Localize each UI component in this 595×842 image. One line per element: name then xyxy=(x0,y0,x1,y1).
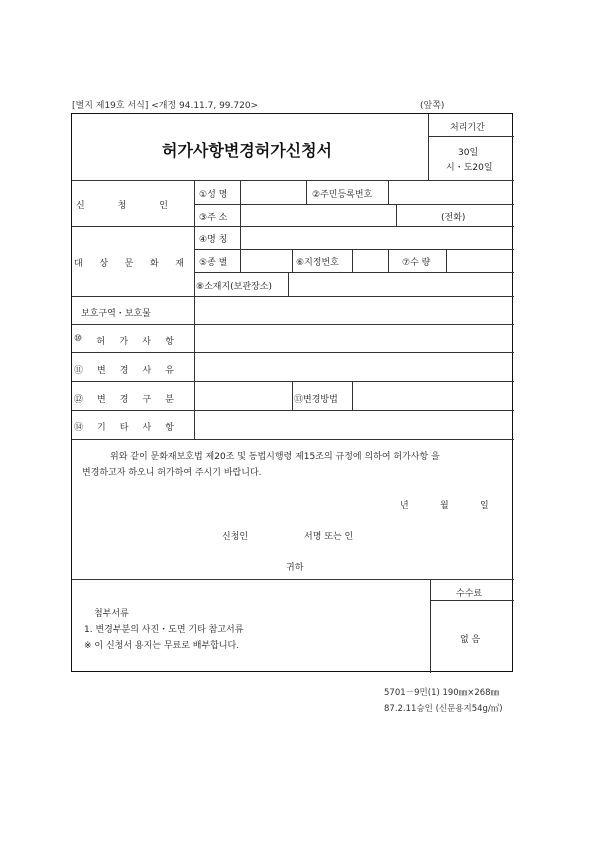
divider xyxy=(352,249,353,272)
divider xyxy=(72,579,514,580)
change-method-label: ⑬변경방법 xyxy=(294,395,338,405)
divider xyxy=(306,180,307,204)
target-section-label xyxy=(72,256,184,269)
divider xyxy=(240,226,241,249)
designation-number-label: ⑥지정번호 xyxy=(296,258,339,268)
addressee-label: 귀하 xyxy=(286,563,304,573)
label-char: 항 xyxy=(165,423,174,433)
day-label: 일 xyxy=(480,501,489,511)
quantity-label: ⑦수 량 xyxy=(402,258,431,268)
form-print-code: 5701－9민(1) 190㎜×268㎜ xyxy=(384,688,500,698)
other-items-label xyxy=(72,420,174,433)
label-char: 허 xyxy=(96,337,106,347)
label-char: 기 xyxy=(97,423,106,433)
divider xyxy=(240,249,241,272)
divider xyxy=(288,272,289,296)
label-char: 타 xyxy=(119,423,129,433)
label-char: ⑩ xyxy=(74,334,83,344)
label-char: 분 xyxy=(165,395,174,405)
divider xyxy=(388,249,389,272)
divider xyxy=(388,180,389,204)
label-char: 청 xyxy=(117,201,127,211)
divider xyxy=(428,136,514,137)
applicant-signature-label: 신청인 xyxy=(222,532,249,542)
processing-days: 30일 xyxy=(458,148,479,158)
protected-area-label: 보호구역・보호물 xyxy=(81,309,151,319)
divider xyxy=(194,249,514,250)
divider xyxy=(72,296,514,297)
label-char: 재 xyxy=(175,259,184,269)
statement-line-2: 변경하고자 하오니 허가하여 주시기 바랍니다. xyxy=(82,468,262,478)
form-title: 허가사항변경허가신청서 xyxy=(162,141,333,160)
divider xyxy=(292,381,293,410)
application-form xyxy=(71,113,513,672)
label-char: 사 xyxy=(142,366,152,376)
divider xyxy=(428,114,429,180)
free-distribution-note: ※ 이 신청서 용지는 무료로 배부합니다. xyxy=(84,641,240,651)
label-char: 대 xyxy=(74,259,83,269)
divider xyxy=(352,381,353,410)
resident-id-label: ②주민등록번호 xyxy=(312,190,373,200)
divider xyxy=(194,272,514,273)
change-reason-label xyxy=(72,363,174,376)
name-label: ①성 명 xyxy=(199,190,228,200)
label-char: 화 xyxy=(149,259,159,269)
label-char: 인 xyxy=(159,201,168,211)
address-label: ③주 소 xyxy=(199,213,228,223)
divider xyxy=(72,410,514,411)
label-char: 신 xyxy=(76,201,85,211)
form-reference: [별지 제19호 서식] <개정 94.11.7, 99.720> xyxy=(72,101,259,111)
label-char: 유 xyxy=(165,366,174,376)
label-char: 경 xyxy=(119,395,129,405)
page-side-label: (앞쪽) xyxy=(420,101,445,111)
divider xyxy=(194,204,514,205)
label-char: 구 xyxy=(142,395,152,405)
fee-label: 수수료 xyxy=(456,589,483,599)
label-char: 항 xyxy=(165,337,174,347)
divider xyxy=(446,249,447,272)
month-label: 월 xyxy=(440,501,449,511)
divider xyxy=(194,180,195,439)
label-char: 변 xyxy=(97,366,106,376)
processing-period-label: 처리기간 xyxy=(450,123,485,133)
label-char: 변 xyxy=(97,395,106,405)
divider xyxy=(72,324,514,325)
type-label: ⑤종 별 xyxy=(199,258,228,268)
phone-label: (전화) xyxy=(441,213,466,223)
label-char: 상 xyxy=(99,259,109,269)
divider xyxy=(396,204,397,226)
divider xyxy=(430,579,431,673)
label-char: ⑫ xyxy=(74,395,84,405)
name-field[interactable] xyxy=(240,180,241,204)
attachment-item-1: 1. 변경부분의 사진・도면 기타 참고서류 xyxy=(84,625,244,635)
location-label: ⑧소재지(보관장소) xyxy=(196,282,272,292)
label-char: 사 xyxy=(142,423,152,433)
divider xyxy=(72,439,514,440)
sign-or-seal-label: 서명 또는 인 xyxy=(304,532,354,542)
label-char: 가 xyxy=(119,337,129,347)
divider xyxy=(72,352,514,353)
permit-items-label xyxy=(72,334,174,347)
divider xyxy=(430,600,514,601)
label-char: ⑭ xyxy=(74,423,84,433)
approval-paper-info: 87.2.11승인 (신문용지54g/㎡) xyxy=(384,704,503,714)
year-label: 년 xyxy=(400,501,409,511)
label-char: 문 xyxy=(124,259,134,269)
attachments-label: 첨부서류 xyxy=(94,609,129,619)
applicant-section-label xyxy=(72,198,168,211)
divider xyxy=(292,249,293,272)
divider xyxy=(72,381,514,382)
property-name-label: ④명 칭 xyxy=(199,235,228,245)
fee-value: 없 음 xyxy=(460,635,481,645)
divider xyxy=(72,226,514,227)
divider xyxy=(72,180,514,181)
statement-line-1: 위와 같이 문화재보호법 제20조 및 동법시행령 제15조의 규정에 의하여 허가사항 을 xyxy=(110,452,440,462)
label-char: ⑪ xyxy=(74,366,84,376)
change-category-label xyxy=(72,392,174,405)
label-char: 사 xyxy=(142,337,151,347)
processing-days-province: 시・도20일 xyxy=(446,163,493,173)
label-char: 경 xyxy=(119,366,129,376)
